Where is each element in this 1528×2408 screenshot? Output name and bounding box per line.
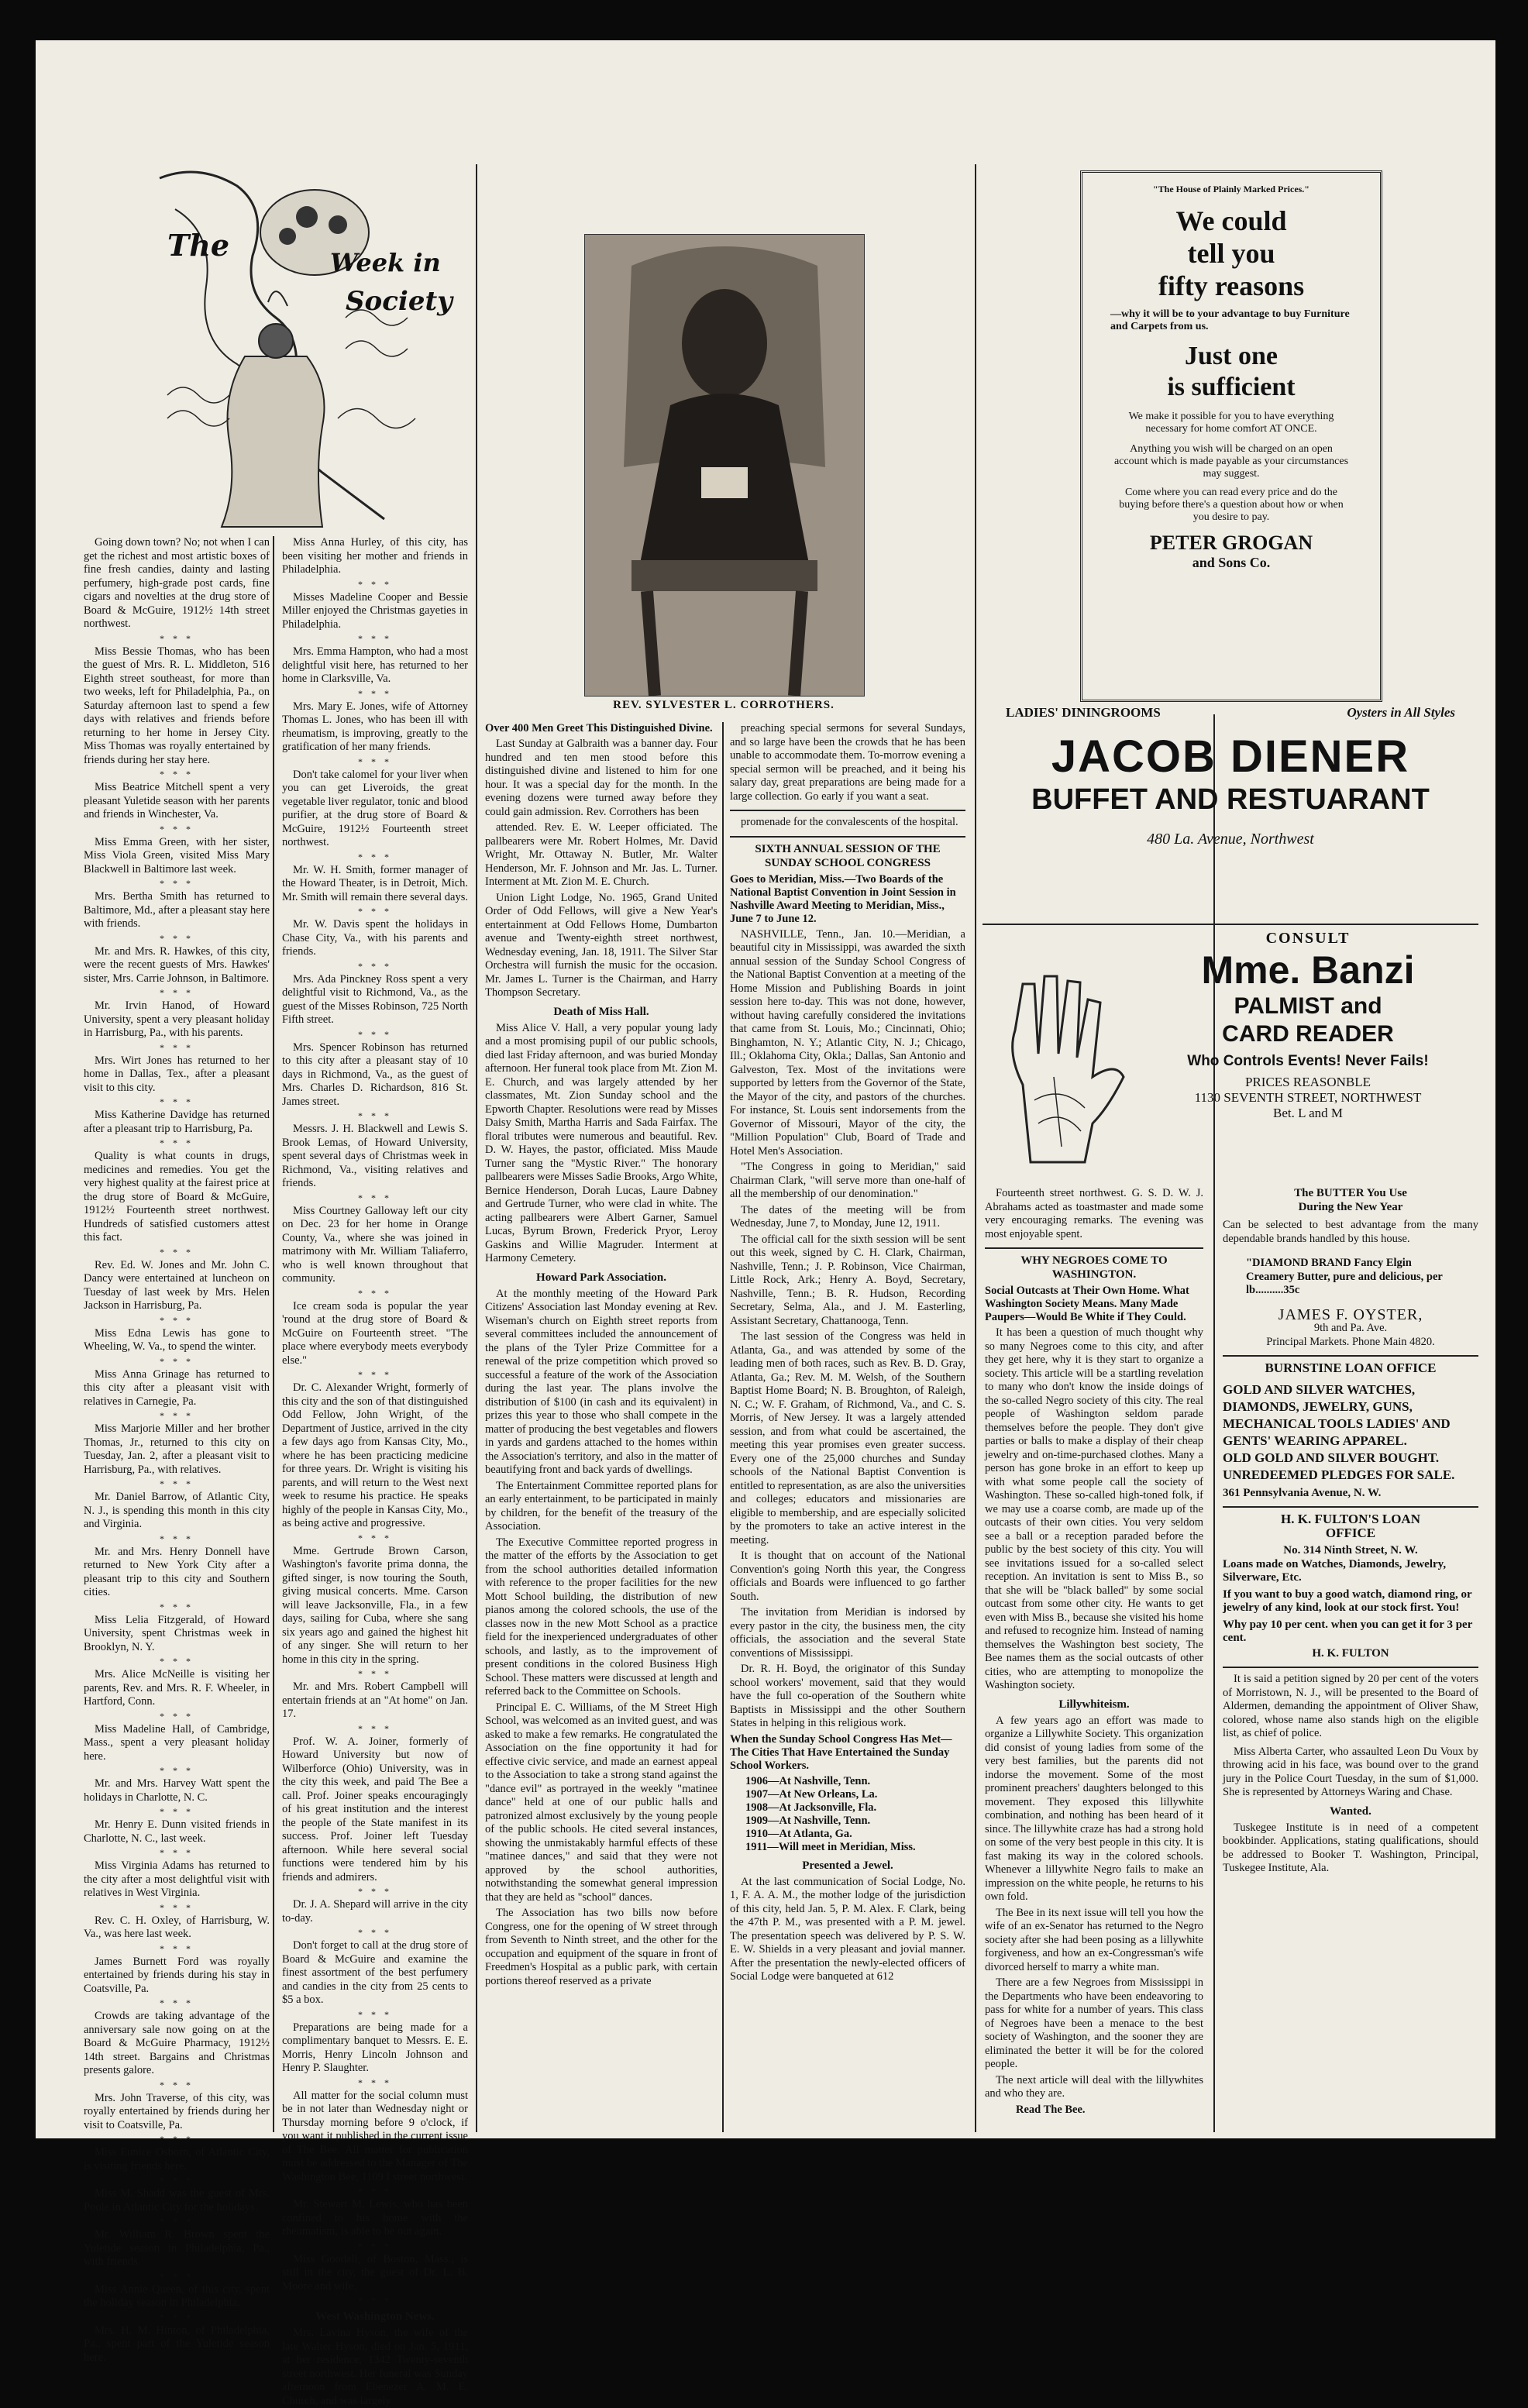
separator-stars: * * * xyxy=(358,2076,392,2088)
ad-diener-name: JACOB DIENER xyxy=(1051,731,1410,782)
ad-grogan-l3: fifty reasons xyxy=(1158,270,1305,301)
separator-stars: * * * xyxy=(160,1478,194,1489)
ad-burnstine-addr: 361 Pennsylvania Avenue, N. W. xyxy=(1223,1486,1382,1499)
column-rule xyxy=(975,164,976,2132)
separator-stars: * * * xyxy=(160,932,194,944)
masthead-word-the: The xyxy=(167,228,230,263)
society-item: Miss Annie Queen, of this city, spent the holiday season in Philadelphia. xyxy=(84,2282,270,2309)
society-item: Miss Lelia Fitzgerald, of Howard University, spent Christmas week in Brooklyn, N. Y. xyxy=(84,1613,270,1653)
ad-diener-addr: 480 La. Avenue, Northwest xyxy=(1147,831,1314,848)
list-item: 1910—At Atlanta, Ga. xyxy=(745,1827,852,1840)
ad-diener-sub: BUFFET AND RESTUARANT xyxy=(1031,783,1430,816)
society-item: Mrs. Spencer Robinson has returned to this city after a pleasant stay of 10 days in Richmond, Va., as the guest of Mrs. Charles D. Richardson, 816 St. James street. xyxy=(282,1041,468,1108)
news-item: The last session of the Congress was held in Atlanta, Ga., and was attended by some of the leading men of both races, such as Rev. B. D. Gray, Atlanta, Ga.; Rev. M. M. Welsh, of the Southern Baptist Home Board; N. B. Broughton, of Raleigh, N. C.; W. F. Graham, of Richmond, Va., and C. S. Morris, of New Jersey. It was a largely attended session, and from what could be ascertained, the meeting this year promises even greater success. Every one of the 25,000 churches and Sunday schools of the National Baptist Convention is entitled to representation, as are also the universities and colleges; educators and missionaries are eligible to membership, and are especially solicited by the promoters to take an active interest in the meeting. xyxy=(730,1330,965,1546)
separator-stars: * * * xyxy=(358,1287,392,1299)
news-item: The Bee in its next issue will tell you how the wife of an ex-Senator has returned to the Negro society after she had been posing as a lillywhite forgiveness, and how an ex-Congressman's wife divorced herself to marry a white man. xyxy=(985,1906,1203,1973)
ad-fulton-l3: If you want to buy a good watch, diamond ring, or jewelry of any kind, look at our stock first. You! xyxy=(1223,1588,1472,1614)
news-item: Union Light Lodge, No. 1965, Grand United Order of Odd Fellows, will give a New Year's entertainment at Odd Fellows Home, Dumbarton avenue and Twenty-eighth street northwest, Wednesday evening, Jan. 18, 1911. The Silver Star Orchestra will furnish the music for the occasion. Mr. James L. Turner is the Chairman, and Harry Thompson Secretary. xyxy=(485,891,718,999)
separator-stars: * * * xyxy=(160,878,194,889)
ad-grogan-sons: and Sons Co. xyxy=(1192,555,1271,570)
separator-stars: * * * xyxy=(358,960,392,972)
ad-fulton-sig: H. K. FULTON xyxy=(1312,1646,1389,1660)
society-item: Mr. and Mrs. R. Hawkes, of this city, were the recent guests of Mrs. Hawkes' sister, Mrs. Carrie Johnson, in Baltimore. xyxy=(84,944,270,985)
news-item: At the monthly meeting of the Howard Park Citizens' Association last Monday evening at Rev. Wiseman's church on Eighth street reports from several committees included the announcement of the plans of the Tyler Prize Committee for a renewal of the prize competition which proved so successful a feature of the work of the Association during the last year. The plans involve the distribution of $100 (in cash and its equivalent) in prizes this year to those who shall compete in the matter of producing the best vegetables and flowers in yards and gardens attached to the homes within the Association's territory, and also in the matter of beautifying front and back yards of dwellings. xyxy=(485,1287,718,1476)
society-item: Mrs. Wirt Jones has returned to her home in Dallas, Tex., after a pleasant visit to this city. xyxy=(84,1054,270,1094)
portrait-caption: REV. SYLVESTER L. CORROTHERS. xyxy=(613,699,835,711)
ad-butter-h2: During the New Year xyxy=(1298,1200,1403,1213)
separator-stars: * * * xyxy=(358,1192,392,1203)
society-item: Mr. and Mrs. Harvey Watt spent the holidays in Charlotte, N. C. xyxy=(84,1777,270,1804)
ad-grogan-l2: tell you xyxy=(1187,238,1275,269)
separator-stars: * * * xyxy=(160,2175,194,2186)
ad-grogan-p2: Anything you wish will be charged on an open account which is made payable as your circumstances may suggest. xyxy=(1113,443,1349,480)
section-heading: Presented a Jewel. xyxy=(802,1859,893,1872)
society-item: Mrs. Bertha Smith has returned to Baltimore, Md., after a pleasant stay here with friends. xyxy=(84,890,270,930)
ad-butter-phone: Principal Markets. Phone Main 4820. xyxy=(1266,1335,1435,1348)
society-item: Dr. J. A. Shepard will arrive in the city to-day. xyxy=(282,1898,468,1925)
column-4 xyxy=(985,1187,1203,2132)
separator-stars: * * * xyxy=(358,578,392,590)
ad-grogan-l5: is sufficient xyxy=(1167,373,1296,401)
society-item: Miss Virginia Adams has returned to the city after a most delightful visit with relatives in West Virginia. xyxy=(84,1859,270,1899)
society-item: Mr. Irvin Hanod, of Howard University, spent a very pleasant holiday in Harrisburg, Pa., with his parents. xyxy=(84,999,270,1039)
portrait-photo xyxy=(584,234,865,697)
separator-stars: * * * xyxy=(358,2008,392,2020)
separator-stars: * * * xyxy=(160,823,194,834)
separator-stars: * * * xyxy=(358,1369,392,1380)
news-item: NASHVILLE, Tenn., Jan. 10.—Meridian, a beautiful city in Mississippi, was awarded the sixth annual session of the Sunday School Congress of the National Baptist Convention at a meeting of the Home Mission and Publishing Boards in joint session here to-day. This was not done, however, without having carefully considered the invitations that came from St. Louis, Mo.; Cincinnati, Ohio; Binghamton, N. Y.; Atlantic City, N. J.; Chicago, Ill.; Oklahoma City, Okla.; Dallas, San Antonio and Galveston, Tex. Most of the invitations were supported by letters from the Governor of the State, the Mayor of the city, and pastors of the churches. For instance, St. Louis sent indorsements from the Governor of Missouri, Mayor of the city, the "Million Population" Club, Board of Trade and Hotel Men's Association. xyxy=(730,927,965,1158)
column-rule xyxy=(722,722,724,2132)
separator-stars: * * * xyxy=(160,1533,194,1544)
society-item: Mr. W. Davis spent the holidays in Chase City, Va., with his parents and friends. xyxy=(282,918,468,958)
column-1 xyxy=(84,536,270,2364)
ad-grogan-p3: Come where you can read every price and do the buying before there's a question about how or when you desire to pay. xyxy=(1119,487,1344,523)
column-rule xyxy=(476,164,477,2132)
ad-grogan-top: "The House of Plainly Marked Prices." xyxy=(1153,184,1309,194)
section-heading: Lillywhiteism. xyxy=(1058,1698,1130,1711)
society-item: Miss Madeline Hall, of Cambridge, Mass., spent a very pleasant holiday here. xyxy=(84,1722,270,1763)
palm-hand-icon xyxy=(992,968,1131,1170)
separator-stars: * * * xyxy=(160,1806,194,1817)
separator-stars: * * * xyxy=(160,1355,194,1367)
society-item: Mrs. H. M. Hinton, of Philadelphia, Pa., spent part of the Yuletide season here. xyxy=(84,2324,270,2364)
news-item: Principal E. C. Williams, of the M Street High School, was welcomed as an invited guest, and was asked to make a few remarks. He congratulated the Association on the fine opportunity it had for effective civic service, and made an earnest appeal to the Association to take a strong stand against the "dance evil" as portrayed in the weekly "matinee dance" held at one of our public halls and patronized almost exclusively by the young people of the public schools. He cited several instances, showing the unmistakably harmful effects of these "matinee dances," and said that they were not approved by the school authorities, notwithstanding the somewhat general impression that they are held as "school" dances. xyxy=(485,1701,718,1904)
news-item: Fourteenth street northwest. G. S. D. W. J. Abrahams acted as toastmaster and made some very encouraging remarks. The evening was most enjoyable spent. xyxy=(985,1187,1203,1240)
society-item: Miss Beatrice Mitchell spent a very pleasant Yuletide season with her parents and friends in Winchester, Va. xyxy=(84,781,270,820)
ad-burnstine-b3: UNREDEEMED PLEDGES FOR SALE. xyxy=(1223,1467,1455,1482)
ad-diener-l2: Oysters in All Styles xyxy=(1347,705,1455,720)
section-heading: Over 400 Men Greet This Distinguished Divine. xyxy=(485,722,713,734)
column-2 xyxy=(282,536,469,2407)
separator-stars: * * * xyxy=(358,687,392,699)
ad-grogan-why: —why it will be to your advantage to buy Furniture and Carpets from us. xyxy=(1110,308,1350,332)
news-item: It is thought that on account of the National Convention's going North this year, the Congress officials and Boards were influenced to go farther South. xyxy=(730,1550,965,1603)
ad-burnstine-b1: GOLD AND SILVER WATCHES, DIAMONDS, JEWELRY, GUNS, MECHANICAL TOOLS LADIES' AND GENTS' WEARING APPAREL. xyxy=(1223,1381,1451,1448)
society-item: Don't take calomel for your liver when you can get Liveroids, the great vegetable liver regulator, tonic and blood purifier, at the drug store of Board & McGuire, 1912½ Fourteenth street northwest. xyxy=(282,768,468,848)
ad-banzi-l3: Who Controls Events! Never Fails! xyxy=(1187,1053,1429,1069)
ad-burnstine-h: BURNSTINE LOAN OFFICE xyxy=(1265,1361,1437,1375)
society-item: Mrs. Emma Hampton, who had a most delightful visit here, has returned to her home in Clarksville, Va. xyxy=(282,645,468,685)
news-item: attended. Rev. E. W. Leeper officiated. The pallbearers were Mr. Robert Holmes, Mr. David Wright, Mr. Ottaway N. Butler, Mr. Walter Henderson, Mr. F. Johnson and Mr. Jas. L. Turner. Interment at Mt. Zion M. E. Church. xyxy=(485,821,718,888)
ad-jacob-diener xyxy=(983,705,1478,930)
news-item: The next article will deal with the lillywhites and who they are. xyxy=(985,2073,1203,2100)
separator-stars: * * * xyxy=(160,1410,194,1421)
section-heading: Wanted. xyxy=(1330,1804,1371,1818)
society-item: Mr. and Mrs. Henry Donnell have returned to New York City after a pleasant trip to this city and Southern cities. xyxy=(84,1545,270,1598)
ad-fulton-l2: Loans made on Watches, Diamonds, Jewelry, Silverware, Etc. xyxy=(1223,1557,1447,1584)
society-item: Mr. W. H. Smith, former manager of the Howard Theater, is in Detroit, Mich. Mr. Smith will remain there several days. xyxy=(282,863,469,903)
separator-stars: * * * xyxy=(160,1901,194,1913)
list-item: 1908—At Jacksonville, Fla. xyxy=(745,1801,877,1814)
ad-grogan-l4: Just one xyxy=(1185,342,1278,370)
society-item: Mrs. Ada Pinckney Ross spent a very delightful visit to Richmond, Va., as the guest of the Misses Robinson, 725 North Fifth street. xyxy=(282,972,468,1026)
society-item: Mr. Daniel Barrow, of Atlantic City, N. J., is spending this month in this city and Virginia. xyxy=(84,1491,270,1530)
section-heading: WHY NEGROES COME TO WASHINGTON. xyxy=(1020,1254,1168,1281)
news-item: The Executive Committee reported progress in the matter of the efforts by the Association to get from the school authorities detailed information with reference to the proper facilities for the new Mott School building, the distribution of new pianos among the colored schools, the use of the classes now in the new Mott School as a practice field for the inexperienced undergraduates of other schools, and lastly, as to the improvement of present conditions in the colored Business High School. These matters were discussed at length and referred back to the Committee on Schools. xyxy=(485,1536,718,1698)
separator-stars: * * * xyxy=(160,1041,194,1053)
section-heading: West Washington News. xyxy=(315,2310,435,2323)
society-item: Mr. and Mrs. Robert Campbell will entertain friends at an "At home" on Jan. 17. xyxy=(282,1680,468,1720)
ad-grogan-name: PETER GROGAN xyxy=(1149,531,1313,554)
society-item: Misses Madeline Cooper and Bessie Miller enjoyed the Christmas gayeties in Philadelphia. xyxy=(282,590,468,631)
society-item: Don't forget to call at the drug store of Board & McGuire and examine the finest assortment of the best perfumery and candies in the city from 25 cents to $5 a box. xyxy=(282,1939,468,2006)
society-item: Quality is what counts in drugs, medicines and remedies. You get the very highest quality at the fairest price at the drug store of Board & McGuire, 1912½ Fourteenth street northwest. Hundreds of satisfied customers attest this fact. xyxy=(84,1150,270,1244)
society-item: Miss Bessie Thomas, who has been the guest of Mrs. R. L. Middleton, 516 Eighth street southeast, for more than two weeks, left for Philadelphia, Pa., on Saturday afternoon last to spend a few days with relatives and friends before returning to her home in Jersey City. Miss Thomas was royally entertained by friends during her stay here. xyxy=(84,645,270,766)
news-item: preaching special sermons for several Sundays, and so large have been the crowds that he has been unable to accommodate them. To-morrow evening a special sermon will be preached, and it being his salary day, great preparations are being made for a large collection. Go early if you want a seat. xyxy=(730,722,965,803)
separator-stars: * * * xyxy=(358,2186,392,2196)
ad-banzi-l5: 1130 SEVENTH STREET, NORTHWEST xyxy=(1194,1090,1422,1105)
society-item: Miss M. Shadd was the guest of Mrs. Poole in Atlantic City for the holidays. xyxy=(84,2187,270,2214)
society-item: Miss Goodall, of Boston, Mass., is still in the city, the guest of Dr. L. B. Moore and wife. xyxy=(282,2252,468,2293)
society-item: Mr. Henry E. Dunn visited friends in Charlotte, N. C., last week. xyxy=(84,1818,270,1845)
ad-fulton-h2: OFFICE xyxy=(1325,1525,1376,1540)
separator-stars: * * * xyxy=(160,1096,194,1107)
society-item: Mr. Stewart M. Lewis, who has been confined to his home with the rheumatism, is able to be out again. xyxy=(282,2198,468,2238)
separator-stars: * * * xyxy=(160,1847,194,1858)
ad-peter-grogan xyxy=(1080,170,1382,702)
society-item: Preparations are being made for a complimentary banquet to Messrs. E. E. Morris, Henry Lincoln Johnson and Henry P. Slaughter. xyxy=(282,2021,468,2074)
list-item: 1911—Will meet in Meridian, Miss. xyxy=(745,1840,916,1853)
news-item: Miss Alberta Carter, who assaulted Leon Du Voux by throwing acid in his face, was bound over to the grand jury in the Police Court Tuesday, in the sum of $1,000. She is represented by Attorneys Waring and Chase. xyxy=(1223,1745,1478,1798)
separator-stars: * * * xyxy=(160,2311,194,2323)
society-item: Ice cream soda is popular the year 'round at the drug store of Board & McGuire on Fourteenth street. "The place where everybody meets everybody else." xyxy=(282,1299,468,1367)
section-subheading: When the Sunday School Congress Has Met—The Cities That Have Entertained the Sunday School Workers. xyxy=(730,1732,952,1772)
society-item: Rev. Ed. W. Jones and Mr. John C. Dancy were entertained at luncheon on Tuesday of last week by Mrs. Helen Jackson in Harrisburg, Pa. xyxy=(84,1258,270,1312)
society-item: Dr. C. Alexander Wright, formerly of this city and the son of that distinguished Odd Fellow, John Wright, of the Department of Justice, arrived in the city a few days ago from Kansas City, Mo., where he has been practicing medicine for three years. Dr. Wright is visiting his parents, and will return to the West next week to resume his practice. He speaks highly of the people in Kansas City, Mo., as being active and progressive. xyxy=(282,1381,468,1529)
news-item: Mrs. Lavina Hyson, the wife of the late Walter Hyson, died on Jan. 5, 1911, at her residence, 1342 Twenty-seventh street northwest. Her funeral was Sunday afternoon from Ebenezer A. M. E. Church, and was largely xyxy=(282,2327,468,2407)
ad-butter-q: "DIAMOND BRAND Fancy Elgin Creamery Butter, pure and delicious, per lb..........35c xyxy=(1246,1257,1443,1296)
society-masthead-illustration xyxy=(152,163,453,527)
news-item: The Association has two bills now before Congress, one for the opening of W street through from Seventh to Ninth street, and the other for the occupation and equipment of the square in front of Freedmen's Hospital as a public park, with certain portions thereof reserved as a private xyxy=(485,1907,718,1987)
separator-stars: * * * xyxy=(160,2270,194,2282)
news-item: promenade for the convalescents of the hospital. xyxy=(741,816,958,828)
ad-diener-l1: LADIES' DININGROOMS xyxy=(1006,705,1161,720)
separator-stars: * * * xyxy=(160,1314,194,1326)
news-item: The dates of the meeting will be from Wednesday, June 7, to Monday, June 12, 1911. xyxy=(730,1203,965,1230)
separator-stars: * * * xyxy=(358,1927,392,1938)
society-item: Mrs. John Traverse, of this city, was royally entertained by friends during her visit to Coatsville, Pa. xyxy=(84,2091,270,2131)
society-item: All matter for the social column must be in not later than Wednesday night or Thursday morning before 9 o'clock, if you want it published in the current issue of The Bee. All matter for publication must be addressed to the Manager of The Washington Bee, 1109 I street northwest. xyxy=(282,2089,468,2183)
news-item: Tuskegee Institute is in need of a competent bookbinder. Applications, stating qualifications, should be addressed to Booker T. Washington, Principal, Tuskegee Institute, Ala. xyxy=(1223,1821,1478,1874)
news-item: At the last communication of Social Lodge, No. 1, F. A. A. M., the mother lodge of the jurisdiction of this city, held Jan. 5, P. M. Alex. F. Clark, being the 47th P. M., was presented with a P. M. jewel. The presentation speech was delivered by P. S. W. E. W. Shields in a very pleasant and jovial manner. After the presentation the newly-elected officers of Social Lodge were banqueted at 612 xyxy=(730,1875,965,1983)
ad-butter-p: Can be selected to best advantage from the many dependable brands handled by this house. xyxy=(1223,1219,1478,1245)
separator-stars: * * * xyxy=(358,1722,392,1734)
separator-stars: * * * xyxy=(160,2134,194,2145)
ad-banzi-consult: CONSULT xyxy=(1265,930,1351,947)
society-item: Miss Edna Lewis has gone to Wheeling, W. Va., to spend the winter. xyxy=(84,1326,270,1353)
ad-banzi-l6: Bet. L and M xyxy=(1272,1106,1344,1120)
society-item: Crowds are taking advantage of the anniversary sale now going on at the Board & McGuire Pharmacy, 1912½ 14th street. Bargains and Christmas presents galore. xyxy=(84,2010,270,2076)
masthead-word-society: Society xyxy=(346,286,453,317)
society-item: Miss Eunice Osborn, of Atlantic City, is visiting friends here. xyxy=(84,2146,270,2172)
separator-stars: * * * xyxy=(160,769,194,779)
section-heading: Howard Park Association. xyxy=(536,1271,666,1284)
society-item: Miss Courtney Galloway left our city on Dec. 23 for her home in Orange County, Va., where she was joined in matrimony with Mr. William Taliaferro, who is well known throughout that community. xyxy=(282,1204,468,1285)
separator-stars: * * * xyxy=(160,2216,194,2227)
newspaper-page xyxy=(36,40,1495,2407)
news-item: It has been a question of much thought why so many Negroes come to this city, and after they get here, why it is they start to organize a society. This article will be a startling revelation to many who don't know the inside doings of the so-called Negro society of this city. The real people of Washington seldom parade themselves before the people. They don't give parties or balls to make a display of their cheap jewelry and on-time-purchased clothes. Many a person has gone broke in an effort to keep up with what some people call the society of Washington. These so-called high-toned folk, if we may use a coarse comb, are made up of the outcasts of their own cities. You very seldom see a ball or a reception paraded before the public by the best society of this city. You will see invitations issued for a so-called select reception. An invitation is sent to Miss B., so that she will be "black balled" by some social outcast from some other city. He wants to get even with Miss B., because she visited his home and refused to recognize him. Instead of naming themselves the Washington best society, The Bee names them as the social outcasts of other cities, who are attempting to monopolize the Washington society. xyxy=(985,1326,1203,1691)
separator-stars: * * * xyxy=(358,1110,392,1121)
ad-banzi-l2: CARD READER xyxy=(1222,1021,1394,1047)
ad-grogan-p1: We make it possible for you to have everything necessary for home comfort AT ONCE. xyxy=(1128,411,1334,435)
separator-stars: * * * xyxy=(160,1765,194,1776)
column-5-tail xyxy=(1223,1673,1478,1876)
column-rule xyxy=(273,536,274,2132)
society-item: Messrs. J. H. Blackwell and Lewis S. Brook Lemas, of Howard University, spent several days of Christmas week in Richmond, Va., visiting relatives and friends. xyxy=(282,1123,468,1189)
ad-banzi-l1: PALMIST and xyxy=(1234,993,1382,1019)
society-item: Miss Katherine Davidge has returned after a pleasant trip to Harrisburg, Pa. xyxy=(84,1109,270,1135)
separator-stars: * * * xyxy=(358,1668,392,1679)
society-item: Mrs. Mary E. Jones, wife of Attorney Thomas L. Jones, who has been ill with rheumatism, is improving, greatly to the gratification of her many friends. xyxy=(282,700,468,753)
section-heading: SIXTH ANNUAL SESSION OF THE SUNDAY SCHOOL CONGRESS xyxy=(755,842,941,869)
section-subheading: Social Outcasts at Their Own Home. What Washington Society Means. Many Made Paupers—Would Be White if They Could. xyxy=(985,1285,1189,1323)
news-item: There are a few Negroes from Mississippi in the Departments who have been endeavoring to pass for white for a number of years. This class of Negroes have been a menace to the best society of Washington, and the sooner they are eliminated the better it will be for the colored people. xyxy=(985,1976,1203,2070)
separator-stars: * * * xyxy=(160,1246,194,1257)
list-item: 1909—At Nashville, Tenn. xyxy=(745,1814,871,1827)
society-item: Miss Anna Grinage has returned to this city after a pleasant visit with relatives in Carnegie, Pa. xyxy=(84,1367,270,1408)
list-item: 1907—At New Orleans, La. xyxy=(745,1787,878,1801)
society-item: Mme. Gertrude Brown Carson, Washington's favorite prima donna, the gifted singer, is now touring the South, giving musical concerts. Mme. Carson will leave Jacksonville, Fla., in a few days, sailing for Cuba, where she sang six years ago and gained the highest hit of any singer. She will return to her home in this city in the spring. xyxy=(282,1544,468,1666)
separator-stars: * * * xyxy=(358,851,392,862)
society-item: Prof. W. A. Joiner, formerly of Howard University but now of Wilberforce (Ohio) University, was in the city this week, and paid The Bee a call. Prof. Joiner speaks encouragingly of his great institution and the interest the people of the State manifest in its success. Prof. Joiner left Tuesday afternoon. While here several social functions were tendered him by his friends and admirers. xyxy=(282,1735,468,1883)
separator-stars: * * * xyxy=(160,1656,194,1667)
separator-stars: * * * xyxy=(160,987,194,998)
society-item: Miss Marjorie Miller and her brother Thomas, Jr., returned to this city on Tuesday, Jan. 2, after a pleasant visit to Harrisburg, Pa., with relatives. xyxy=(84,1422,270,1476)
news-item: Dr. R. H. Boyd, the originator of this Sunday school workers' movement, said that they would have the full co-operation of the Southern white Baptists in Mississippi and the other Southern States in helping in this religious work. xyxy=(730,1663,965,1729)
ad-butter-addr: 9th and Pa. Ave. xyxy=(1313,1322,1388,1334)
society-item: James Burnett Ford was royally entertained by friends during his stay in Coatsville, Pa. xyxy=(84,1955,270,1995)
society-item: Miss Emma Green, with her sister, Miss Viola Green, visited Miss Mary Blackwell in Baltimore last week. xyxy=(84,835,270,875)
society-item: Mrs. Alice McNeille is visiting her parents, Rev. and Mrs. R. F. Wheeler, in Hartford, Conn. xyxy=(84,1668,270,1708)
ad-burnstine-b2: OLD GOLD AND SILVER BOUGHT. xyxy=(1223,1450,1440,1465)
separator-stars: * * * xyxy=(160,1710,194,1722)
column-3a xyxy=(485,722,718,2124)
separator-stars: * * * xyxy=(358,2295,392,2306)
column-5 xyxy=(1223,1187,1478,2132)
ad-grogan-l1: We could xyxy=(1175,205,1287,236)
society-item: Going down town? No; not when I can get the richest and most artistic boxes of fine fresh candies, dainty and lasting perfumery, high-grade post cards, fine cigars and novelties at the drug store of Board & McGuire, 1912½ 14th street northwest. xyxy=(84,536,270,630)
separator-stars: * * * xyxy=(358,906,392,917)
news-item: The invitation from Meridian is indorsed by every pastor in the city, the business men, the city officials, the association and the several State conventions of Mississippi. xyxy=(730,1606,965,1660)
news-item: The official call for the sixth session will be sent out this week, signed by C. H. Clark, Chairman, Nashville, Tenn.; J. P. Robinson, Vice Chairman, Little Rock, Ark.; Henry A. Boyd, Secretary, Nashville, Tenn.; B. R. Hudson, Recording Secretary, Selma, Ala., and J. M. Easterling, Assistant Secretary, Chattanooga, Tenn. xyxy=(730,1233,965,1327)
ad-fulton-l1: No. 314 Ninth Street, N. W. xyxy=(1283,1544,1418,1557)
ad-fulton-h1: H. K. FULTON'S LOAN xyxy=(1281,1512,1420,1526)
news-item: Last Sunday at Galbraith was a banner day. Four hundred and ten men stood before this distinguished divine and listened to him for one hour. It was a special day for the month. In the evening dozens were turned away before they could gain admission. Rev. Corrothers has been xyxy=(485,738,718,818)
separator-stars: * * * xyxy=(160,1601,194,1612)
separator-stars: * * * xyxy=(160,2079,194,2090)
news-item: A few years ago an effort was made to organize a Lillywhite Society. This organization did consist of young ladies from some of the very best families, but the parents did not indorse the movement. Some of the most prominent preachers' daughters belonged to this movement. They exposed this lillywhite combination, and nothing has been heard of it since. The lillywhite craze has had a strong hold on some of the very best people in this city. It is fast making its way in the colored schools. Whenever a lillywhite Negro fails to make an impression on the white people, he returns to his own fold. xyxy=(985,1714,1203,1903)
news-item: Miss Alice V. Hall, a very popular young lady and a most promising pupil of our public schools, died last Friday afternoon, and was buried Monday afternoon. Her funeral took place from Mt. Zion M. E. Church, and was largely attended by her classmates, Mt. Zion Sunday school and the Epworth Chapter. Resolutions were read by Misses Daisy Smith, Martha Harris and Sada Fairfax. The floral tributes were numerous and beautiful. Rev. D. W. Hayes, the pastor, officiated. Miss Maude Turner sang the "Mystic River." The honorary pallbearers were Misses Sadie Brooks, Argo White, Bernice Henderson, Dorah Lucas, Laure Dabney and Gertrude Turner, who were clad in white. The acting pallbearers were Albert Garner, Samuel Lucas, Byrum Brown, Frederick Pryor, Leroy Gaskins and Willie Magruder. Interment at Harmony Cemetery. xyxy=(485,1021,718,1264)
separator-stars: * * * xyxy=(160,1942,194,1954)
news-item: It is said a petition signed by 20 per cent of the voters of Morristown, N. J., will be presented to the Board of Aldermen, demanding the appointment of Oliver Shaw, colored, whose name also stands high on the eligible list, as chief of police. xyxy=(1223,1673,1478,1739)
list-item: 1906—At Nashville, Tenn. xyxy=(745,1774,871,1787)
ad-mme-banzi xyxy=(983,924,1478,1181)
section-heading: Death of Miss Hall. xyxy=(553,1005,649,1018)
masthead-word-week: Week in xyxy=(330,248,441,277)
separator-stars: * * * xyxy=(358,1886,392,1897)
separator-stars: * * * xyxy=(160,1997,194,2008)
portrait-image xyxy=(585,235,864,696)
separator-stars: * * * xyxy=(358,755,392,767)
section-subheading: Goes to Meridian, Miss.—Two Boards of the National Baptist Convention in Joint Session in Nashville Award Meeting to Meridian, Miss., June 7 to June 12. xyxy=(730,872,956,925)
society-item: Mr. William R. Brown spent the Yuletide season in Philadelphia, Pa., with friends. xyxy=(84,2228,270,2268)
ad-butter-h1: The BUTTER You Use xyxy=(1294,1187,1407,1199)
ad-fulton-l4: Why pay 10 per cent. when you can get it for 3 per cent. xyxy=(1223,1618,1473,1644)
ad-butter-name: JAMES F. OYSTER, xyxy=(1278,1305,1423,1323)
separator-stars: * * * xyxy=(358,1028,392,1040)
society-item: Rev. C. H. Oxley, of Harrisburg, W. Va., was here last week. xyxy=(84,1914,270,1940)
society-item: Miss Anna Hurley, of this city, has been visiting her mother and friends in Philadelphia. xyxy=(282,536,468,576)
separator-stars: * * * xyxy=(160,1137,194,1148)
ad-banzi-l4: PRICES REASONBLE xyxy=(1245,1075,1371,1089)
read-the-bee: Read The Bee. xyxy=(1016,2103,1086,2116)
news-item: The Entertainment Committee reported plans for an early entertainment, to be participated in mainly by children, for the benefit of the treasury of the Association. xyxy=(485,1479,718,1533)
separator-stars: * * * xyxy=(358,633,392,644)
separator-stars: * * * xyxy=(358,2240,392,2251)
news-item: "The Congress in going to Meridian," said Chairman Clark, "will serve more than one-half of all the membership of our denomination." xyxy=(730,1161,965,1200)
separator-stars: * * * xyxy=(358,1532,392,1543)
ad-banzi-name: Mme. Banzi xyxy=(1201,948,1415,992)
column-3b xyxy=(730,722,965,2124)
separator-stars: * * * xyxy=(160,632,194,644)
